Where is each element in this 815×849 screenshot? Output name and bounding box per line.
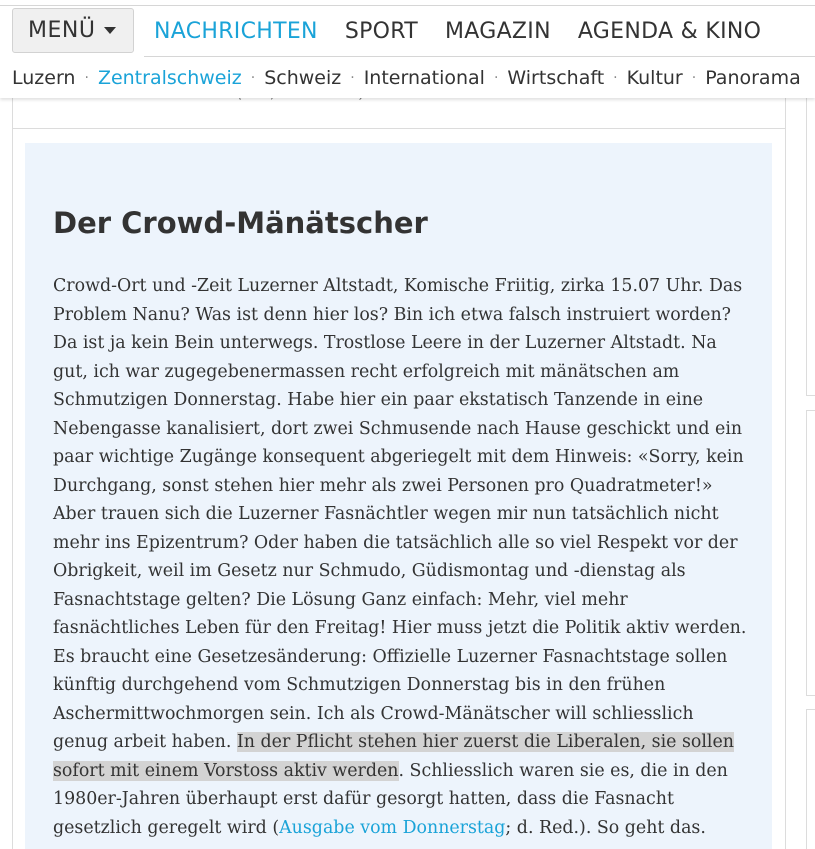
box-title: Der Crowd-Mänätscher xyxy=(53,206,428,240)
main-nav xyxy=(154,12,788,50)
subnav-separator: · xyxy=(84,70,89,86)
subnav-separator: · xyxy=(350,70,355,86)
subnav-separator: · xyxy=(613,70,618,86)
caption-divider xyxy=(12,128,786,129)
box-text xyxy=(53,272,753,842)
nav-item-magazin[interactable]: MAGAZIN xyxy=(444,18,551,44)
header-top-border xyxy=(0,5,815,6)
box-text-end: ; d. Red.). So geht das. xyxy=(505,817,706,838)
subnav-item-wirtschaft[interactable]: Wirtschaft xyxy=(507,67,605,89)
sidebar-panel-2 xyxy=(806,410,815,696)
nav-item-agenda-kino[interactable]: AGENDA & KINO xyxy=(577,18,762,44)
subnav-separator: · xyxy=(691,70,697,86)
subnav-item-international[interactable]: International xyxy=(363,67,485,89)
subnav-item-panorama[interactable]: Panorama xyxy=(705,67,801,89)
menu-label: MENÜ xyxy=(28,18,96,43)
site-header xyxy=(0,0,815,98)
sidebar-panel-3 xyxy=(806,709,815,849)
sub-nav xyxy=(12,63,801,93)
subnav-separator: · xyxy=(493,70,499,86)
sidebar-panel-1 xyxy=(806,80,815,396)
box-text-middle: . Schliesslich waren sie es, die in den 1980er-Jahren überhaupt erst dafür gesorgt hatten, dass die Fasnacht gesetzlich geregelt wird ( xyxy=(53,760,728,838)
nav-item-sport[interactable]: SPORT xyxy=(344,18,418,44)
menu-button[interactable] xyxy=(12,8,134,53)
subnav-item-schweiz[interactable]: Schweiz xyxy=(264,67,342,89)
subnav-item-zentralschweiz[interactable]: Zentralschweiz xyxy=(97,67,242,89)
nav-divider xyxy=(144,56,815,57)
caret-down-icon xyxy=(104,27,116,34)
box-text-intro: Crowd-Ort und -Zeit Luzerner Altstadt, Komische Friitig, zirka 15.07 Uhr. Das Problem Nanu? Was ist denn hier los? Bin ich etwa falsch instruiert worden? Da ist ja kein Bein unterwegs. Trostlose Leere in der Luzerner Altstadt. Na gut, ich war zugegebenermassen recht erfolgreich mit mänätschen am Schmutzigen Donnerstag. Habe hier ein paar ekstatisch Tanzende in eine Nebengasse kanalisiert, dort zwei Schmusende nach Hause geschickt und ein paar wichtige Zugänge konsequent abgeriegelt mit dem Hinweis: «Sorry, kein Durchgang, sonst stehen hier mehr als zwei Personen pro Quadratmeter!» Aber trauen sich die Luzerner Fasnächtler wegen mir nun tatsächlich nicht mehr ins Epizentrum? Oder haben die tatsächlich alle so viel Respekt vor der Obrigkeit, weil im Gesetz nur Schmudo, Güdismontag und -dienstag als Fasnachtstage gelten? Die Lösung Ganz einfach: Mehr, viel mehr fasnächtliches Leben für den Freitag! Hier muss jetzt die Politik aktiv werden. Es braucht eine Gesetzesänderung: Offizielle Luzerner Fasnachtstage sollen künftig durchgehend vom Schmutzigen Donnerstag bis in den frühen Aschermittwochmorgen sein. Ich als Crowd-Mänätscher will schliesslich genug arbeit haben. xyxy=(53,276,747,752)
subnav-item-kultur[interactable]: Kultur xyxy=(626,67,683,89)
highlighted-text[interactable]: In der Pflicht stehen hier zuerst die Liberalen, sie sollen sofort mit einem Vorstoss aktiv werden xyxy=(53,732,734,781)
article-link[interactable]: Ausgabe vom Donnerstag xyxy=(279,817,506,838)
nav-item-nachrichten[interactable]: NACHRICHTEN xyxy=(154,18,318,44)
subnav-separator: · xyxy=(250,70,256,86)
subnav-item-luzern[interactable]: Luzern xyxy=(12,67,76,89)
